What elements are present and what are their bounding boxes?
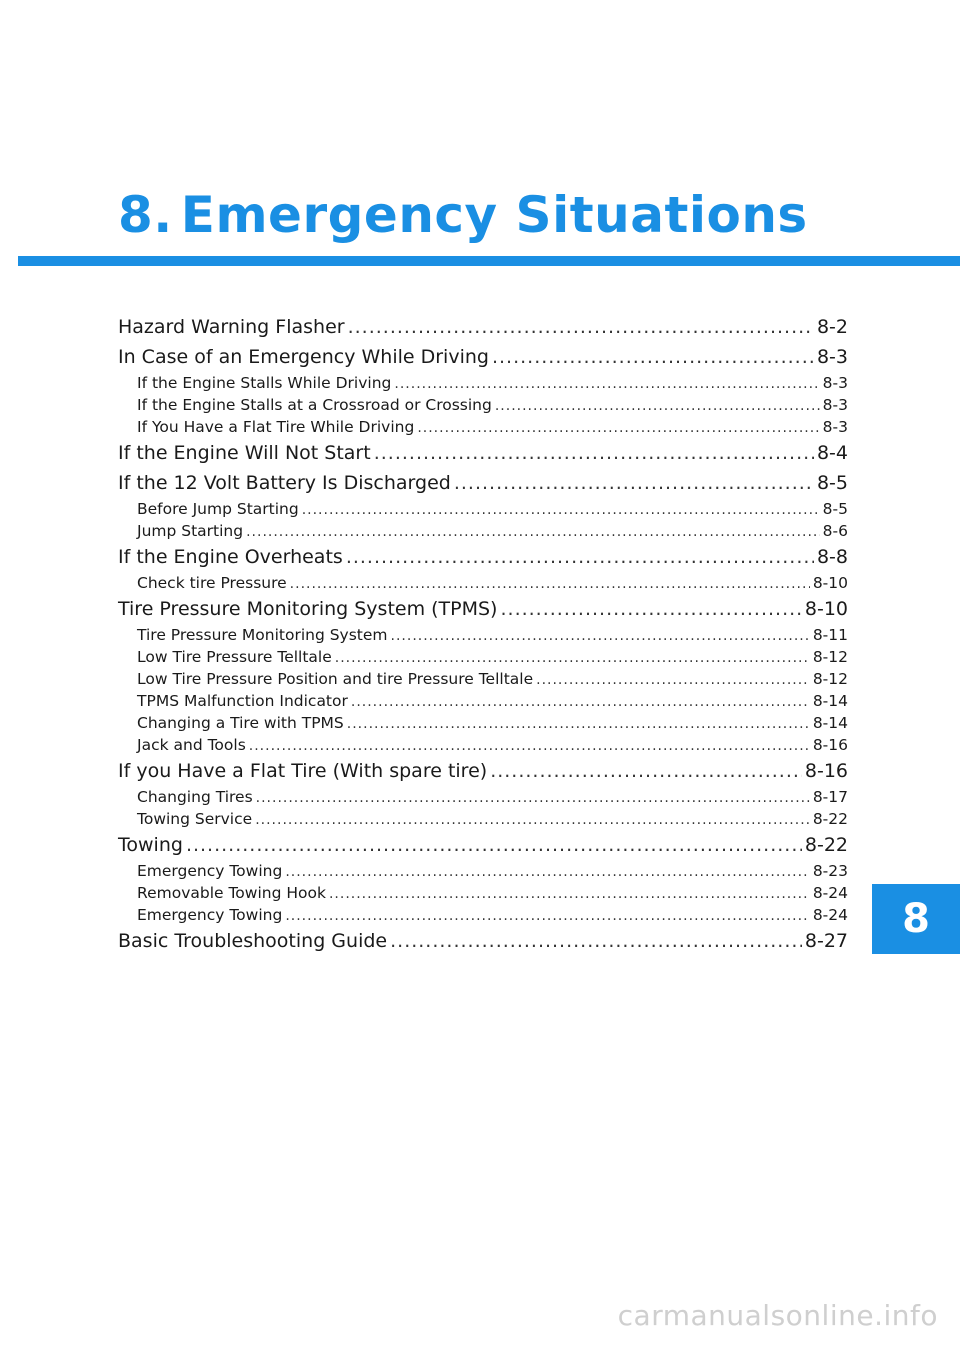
dot-leader <box>347 713 810 735</box>
toc-entry-page: 8-24 <box>812 884 848 902</box>
toc-subentry[interactable] <box>118 394 848 416</box>
toc-subentry[interactable] <box>118 860 848 882</box>
toc-entry-label: If you Have a Flat Tire (With spare tire) <box>118 760 488 782</box>
toc-entry-page: 8-3 <box>822 418 848 436</box>
toc-entry-label: Jump Starting <box>137 522 244 540</box>
title-rule <box>18 256 960 266</box>
toc-subentry[interactable] <box>118 808 848 830</box>
dot-leader <box>351 691 810 713</box>
toc-entry-page: 8-4 <box>816 442 848 464</box>
toc-entry-label: Emergency Towing <box>137 906 283 924</box>
table-of-contents <box>118 312 848 956</box>
toc-entry-page: 8-14 <box>812 692 848 710</box>
dot-leader <box>417 417 819 439</box>
toc-subentry[interactable] <box>118 734 848 756</box>
toc-subentry[interactable] <box>118 520 848 542</box>
dot-leader <box>186 830 802 860</box>
toc-entry-label: TPMS Malfunction Indicator <box>137 692 348 710</box>
dot-leader <box>285 905 810 927</box>
dot-leader <box>290 573 810 595</box>
dot-leader <box>495 395 820 417</box>
toc-entry-label: Low Tire Pressure Position and tire Pressure Telltale <box>137 670 534 688</box>
dot-leader <box>374 438 814 468</box>
toc-entry-label: Check tire Pressure <box>137 574 287 592</box>
toc-entry-label: If You Have a Flat Tire While Driving <box>137 418 415 436</box>
toc-entry-page: 8-22 <box>812 810 848 828</box>
toc-entry-page: 8-10 <box>804 598 848 620</box>
dot-leader <box>492 342 814 372</box>
toc-entry-label: Towing Service <box>137 810 253 828</box>
toc-entry-page: 8-6 <box>822 522 848 540</box>
toc-entry-label: If the Engine Will Not Start <box>118 442 371 464</box>
toc-entry[interactable] <box>118 756 848 786</box>
toc-entry-label: Removable Towing Hook <box>137 884 326 902</box>
toc-entry-label: If the Engine Stalls While Driving <box>137 374 392 392</box>
toc-entry-label: Hazard Warning Flasher <box>118 316 345 338</box>
toc-entry-label: If the Engine Stalls at a Crossroad or Crossing <box>137 396 492 414</box>
toc-subentry[interactable] <box>118 624 848 646</box>
toc-entry[interactable] <box>118 342 848 372</box>
toc-entry-page: 8-12 <box>812 648 848 666</box>
toc-entry[interactable] <box>118 926 848 956</box>
toc-entry-label: Jack and Tools <box>137 736 246 754</box>
toc-entry[interactable] <box>118 542 848 572</box>
toc-entry-page: 8-3 <box>822 396 848 414</box>
toc-entry-page: 8-12 <box>812 670 848 688</box>
dot-leader <box>255 809 810 831</box>
dot-leader <box>249 735 810 757</box>
toc-entry[interactable] <box>118 830 848 860</box>
toc-subentry[interactable] <box>118 712 848 734</box>
dot-leader <box>500 594 801 624</box>
toc-entry-page: 8-2 <box>816 316 848 338</box>
toc-entry-label: Towing <box>118 834 183 856</box>
toc-subentry[interactable] <box>118 372 848 394</box>
dot-leader <box>391 625 810 647</box>
dot-leader <box>329 883 810 905</box>
toc-subentry[interactable] <box>118 668 848 690</box>
dot-leader <box>302 499 820 521</box>
dot-leader <box>246 521 820 543</box>
toc-entry-label: If the Engine Overheats <box>118 546 343 568</box>
toc-entry-label: Tire Pressure Monitoring System <box>137 626 388 644</box>
toc-entry[interactable] <box>118 594 848 624</box>
toc-entry-page: 8-23 <box>812 862 848 880</box>
toc-entry-page: 8-11 <box>812 626 848 644</box>
toc-entry-page: 8-16 <box>812 736 848 754</box>
toc-entry-label: Emergency Towing <box>137 862 283 880</box>
toc-entry-page: 8-8 <box>816 546 848 568</box>
chapter-title <box>118 186 808 244</box>
toc-entry-label: If the 12 Volt Battery Is Discharged <box>118 472 451 494</box>
dot-leader <box>346 542 814 572</box>
toc-subentry[interactable] <box>118 416 848 438</box>
toc-subentry[interactable] <box>118 572 848 594</box>
chapter-title-text: Emergency Situations <box>180 186 808 244</box>
toc-entry-page: 8-5 <box>816 472 848 494</box>
toc-entry-page: 8-22 <box>804 834 848 856</box>
toc-entry-label: Changing a Tire with TPMS <box>137 714 344 732</box>
toc-entry-label: In Case of an Emergency While Driving <box>118 346 489 368</box>
dot-leader <box>348 312 814 342</box>
dot-leader <box>454 468 814 498</box>
toc-entry-page: 8-16 <box>804 760 848 782</box>
watermark: carmanualsonline.info <box>617 1299 938 1332</box>
toc-entry[interactable] <box>118 438 848 468</box>
dot-leader <box>285 861 810 883</box>
chapter-number: 8. <box>118 186 173 244</box>
toc-subentry[interactable] <box>118 646 848 668</box>
dot-leader <box>536 669 810 691</box>
dot-leader <box>490 756 802 786</box>
toc-subentry[interactable] <box>118 786 848 808</box>
dot-leader <box>256 787 810 809</box>
toc-entry-page: 8-3 <box>822 374 848 392</box>
toc-entry-label: Tire Pressure Monitoring System (TPMS) <box>118 598 498 620</box>
toc-entry-label: Basic Troubleshooting Guide <box>118 930 388 952</box>
toc-entry[interactable] <box>118 312 848 342</box>
toc-entry-label: Low Tire Pressure Telltale <box>137 648 332 666</box>
toc-entry-page: 8-3 <box>816 346 848 368</box>
dot-leader <box>390 926 802 956</box>
toc-entry-label: Changing Tires <box>137 788 253 806</box>
toc-subentry[interactable] <box>118 690 848 712</box>
toc-entry-page: 8-10 <box>812 574 848 592</box>
toc-entry-page: 8-5 <box>822 500 848 518</box>
toc-entry-page: 8-17 <box>812 788 848 806</box>
dot-leader <box>394 373 819 395</box>
toc-subentry[interactable] <box>118 498 848 520</box>
toc-entry-label: Before Jump Starting <box>137 500 299 518</box>
chapter-tab[interactable]: 8 <box>872 884 960 954</box>
dot-leader <box>335 647 810 669</box>
toc-subentry[interactable] <box>118 904 848 926</box>
toc-subentry[interactable] <box>118 882 848 904</box>
toc-entry-page: 8-27 <box>804 930 848 952</box>
toc-entry[interactable] <box>118 468 848 498</box>
toc-entry-page: 8-24 <box>812 906 848 924</box>
toc-entry-page: 8-14 <box>812 714 848 732</box>
